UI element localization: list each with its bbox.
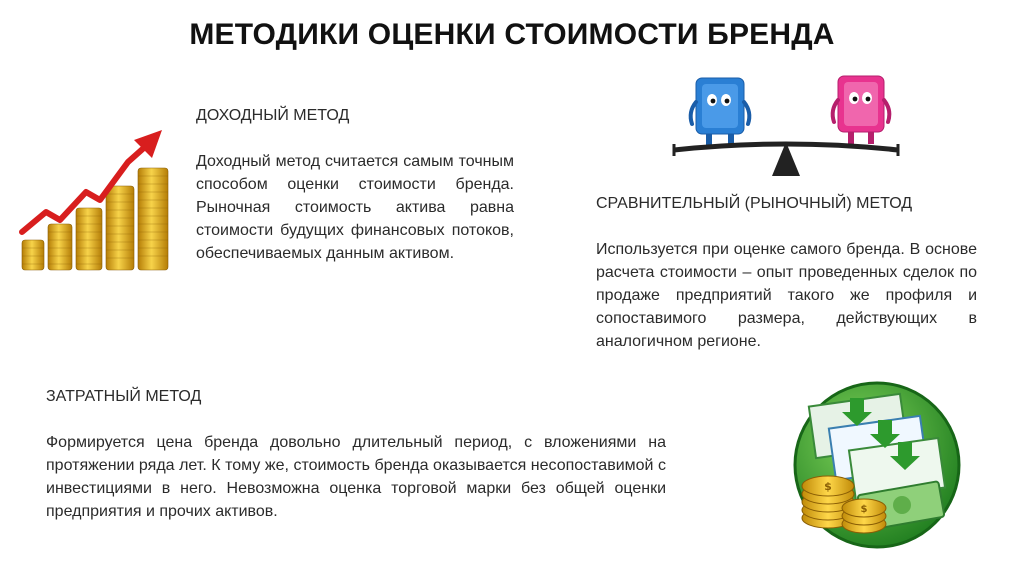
svg-text:$: $ bbox=[860, 504, 868, 515]
income-method-text: Доходный метод считается самым точным способом оценки стоимости бренда. Рыночная стоимость актива равна стоимости будущих финансовых потоков, обеспечиваемых данным активом. bbox=[196, 153, 514, 262]
income-method-heading: ДОХОДНЫЙ МЕТОД bbox=[196, 107, 350, 124]
cost-method-text: Формируется цена бренда довольно длительный период, с вложениями на протяжении ряда лет. К тому же, стоимость бренда оказывается несопоставимой с инвестициями в него. Невозможна оценка торговой марки без общей оценки предприятия и прочих активов. bbox=[46, 434, 666, 520]
coin-stacks-growth-arrow-icon bbox=[16, 128, 176, 278]
cost-method-block bbox=[46, 385, 666, 523]
balance-scales-figures-icon bbox=[666, 72, 906, 180]
comparative-method-text: Используется при оценке самого бренда. В основе расчета стоимости – опыт проведенных сделок по продаже предприятий такого же профиля и сопоставимого размера, действующих в аналогичном регионе. bbox=[596, 241, 977, 350]
svg-text:$: $ bbox=[824, 480, 832, 493]
income-method-block bbox=[196, 104, 514, 265]
cost-method-heading: ЗАТРАТНЫЙ МЕТОД bbox=[46, 388, 202, 405]
comparative-method-block bbox=[596, 192, 977, 353]
comparative-method-heading: СРАВНИТЕЛЬНЫЙ (РЫНОЧНЫЙ) МЕТОД bbox=[596, 195, 913, 212]
slide-title: МЕТОДИКИ ОЦЕНКИ СТОИМОСТИ БРЕНДА bbox=[189, 18, 835, 51]
money-envelopes-icon bbox=[790, 378, 965, 553]
